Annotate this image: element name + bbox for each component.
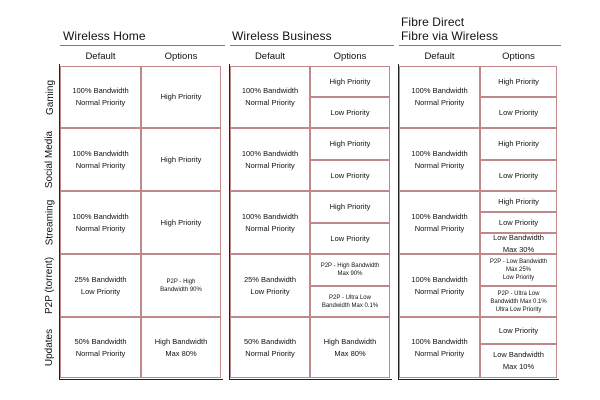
cell-option: P2P - Ultra Low Bandwidth Max 0.1%: [310, 286, 390, 317]
row-label-text: P2P (torrent): [44, 256, 56, 315]
title-rule-home: [60, 45, 225, 46]
plan-title-fibre: Fibre via Wireless: [401, 29, 499, 43]
row-label-text: Updates: [44, 328, 56, 367]
row-label-2: [42, 191, 58, 254]
cell-option: High Priority: [480, 66, 557, 97]
cell-default: 100% Bandwidth Normal Priority: [399, 191, 480, 254]
plan-title-business: Wireless Business: [232, 29, 332, 43]
cell-default: 100% Bandwidth Normal Priority: [399, 317, 480, 378]
column-header-default: Default: [424, 51, 455, 62]
cell-option: P2P - High Bandwidth Max 90%: [310, 254, 390, 286]
row-label-1: [42, 128, 58, 191]
cell-default: 100% Bandwidth Normal Priority: [399, 254, 480, 317]
cell-default: 25% Bandwidth Low Priority: [230, 254, 310, 317]
cell-option: High Priority: [310, 128, 390, 160]
cell-option: P2P - Low Bandwidth Max 25% Low Priority: [480, 254, 557, 286]
cell-option: High Bandwidth Max 80%: [310, 317, 390, 378]
cell-default: 25% Bandwidth Low Priority: [60, 254, 141, 317]
plan-title-fibre: Fibre Direct: [401, 15, 465, 29]
cell-default: 100% Bandwidth Normal Priority: [399, 128, 480, 191]
cell-default: 100% Bandwidth Normal Priority: [60, 191, 141, 254]
row-label-3: [42, 254, 58, 317]
cell-option: P2P - Ultra Low Bandwidth Max 0.1% Ultra Low Priority: [480, 286, 557, 317]
cell-option: Low Bandwidth Max 10%: [480, 344, 557, 378]
plan-title-home: Wireless Home: [63, 29, 146, 43]
cell-option: Low Priority: [480, 317, 557, 344]
cell-option: High Priority: [310, 191, 390, 223]
column-header-options: Options: [502, 51, 535, 62]
cell-option: High Priority: [141, 66, 221, 128]
column-header-options: Options: [164, 51, 198, 62]
title-rule-business: [230, 45, 394, 46]
cell-option: Low Priority: [310, 160, 390, 191]
cell-default: 100% Bandwidth Normal Priority: [60, 66, 141, 128]
row-label-text: Streaming: [44, 199, 56, 246]
column-header-default: Default: [85, 51, 116, 62]
cell-option: High Bandwidth Max 80%: [141, 317, 221, 378]
cell-default: 50% Bandwidth Normal Priority: [60, 317, 141, 378]
cell-option: High Priority: [480, 191, 557, 212]
cell-option: High Priority: [141, 191, 221, 254]
cell-option: Low Priority: [480, 97, 557, 128]
cell-option: High Priority: [480, 128, 557, 160]
cell-option: High Priority: [141, 128, 221, 191]
cell-default: 100% Bandwidth Normal Priority: [230, 128, 310, 191]
cell-option: Low Priority: [310, 223, 390, 254]
cell-option: Low Priority: [310, 97, 390, 128]
row-label-text: Gaming: [44, 79, 56, 115]
cell-default: 100% Bandwidth Normal Priority: [399, 66, 480, 128]
cell-option: Low Priority: [480, 160, 557, 191]
cell-default: 100% Bandwidth Normal Priority: [230, 191, 310, 254]
title-rule-fibre: [399, 45, 561, 46]
cell-option: Low Bandwidth Max 30%: [480, 233, 557, 254]
row-label-text: Social Media: [44, 130, 56, 189]
cell-default: 100% Bandwidth Normal Priority: [230, 66, 310, 128]
cell-option: Low Priority: [480, 212, 557, 233]
row-label-0: [42, 66, 58, 128]
cell-option: P2P - High Bandwidth 90%: [141, 254, 221, 317]
cell-default: 50% Bandwidth Normal Priority: [230, 317, 310, 378]
row-label-4: [42, 317, 58, 378]
column-header-default: Default: [254, 51, 286, 62]
cell-option: High Priority: [310, 66, 390, 97]
cell-default: 100% Bandwidth Normal Priority: [60, 128, 141, 191]
column-header-options: Options: [333, 51, 367, 62]
